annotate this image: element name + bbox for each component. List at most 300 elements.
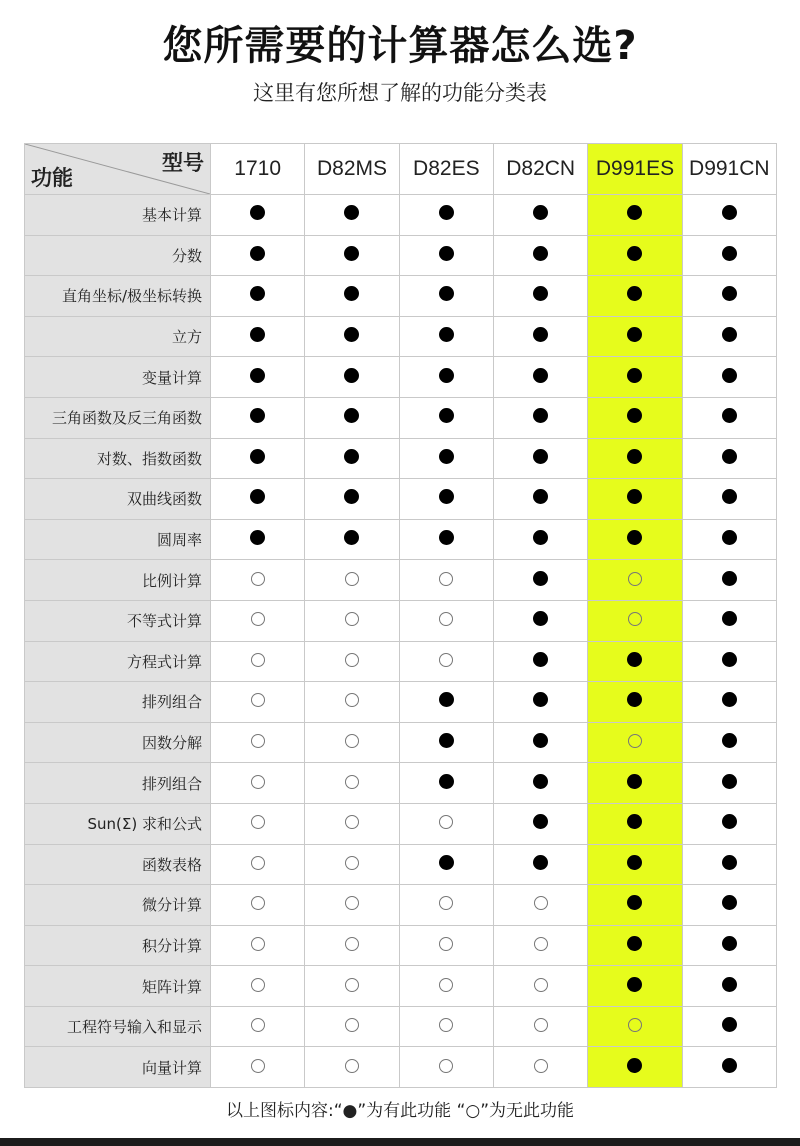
- filled-circle-icon: [722, 774, 737, 789]
- mark-cell: [493, 397, 587, 438]
- mark-cell: [682, 560, 776, 601]
- mark-cell: [493, 519, 587, 560]
- filled-circle-icon: [627, 774, 642, 789]
- mark-cell: [682, 925, 776, 966]
- mark-cell: [588, 682, 682, 723]
- filled-circle-icon: [627, 205, 642, 220]
- mark-cell: [493, 276, 587, 317]
- filled-circle-icon: [439, 489, 454, 504]
- table-row: [25, 195, 777, 236]
- filled-circle-icon: [250, 530, 265, 545]
- filled-circle-icon: [533, 571, 548, 586]
- mark-cell: [493, 682, 587, 723]
- hollow-circle-icon: [439, 937, 453, 951]
- filled-circle-icon: [627, 408, 642, 423]
- hollow-circle-icon: [439, 896, 453, 910]
- hollow-circle-icon: [251, 653, 265, 667]
- hollow-circle-icon: [534, 937, 548, 951]
- feature-label: 排列组合: [25, 682, 211, 723]
- filled-circle-icon: [344, 286, 359, 301]
- filled-circle-icon: [627, 936, 642, 951]
- filled-circle-icon: [627, 286, 642, 301]
- mark-cell: [588, 195, 682, 236]
- mark-cell: [493, 803, 587, 844]
- mark-cell: [588, 560, 682, 601]
- hollow-circle-icon: [251, 572, 265, 586]
- hollow-circle-icon: [345, 1018, 359, 1032]
- filled-circle-icon: [722, 571, 737, 586]
- hollow-circle-icon: [345, 775, 359, 789]
- filled-circle-icon: [250, 246, 265, 261]
- mark-cell: [399, 195, 493, 236]
- mark-cell: [399, 966, 493, 1007]
- table-row: [25, 1047, 777, 1088]
- mark-cell: [305, 479, 399, 520]
- mark-cell: [588, 479, 682, 520]
- filled-circle-icon: [344, 246, 359, 261]
- mark-cell: [493, 438, 587, 479]
- filled-circle-icon: [439, 205, 454, 220]
- mark-cell: [305, 560, 399, 601]
- filled-circle-icon: [722, 1058, 737, 1073]
- feature-label: 比例计算: [25, 560, 211, 601]
- mark-cell: [682, 235, 776, 276]
- hollow-circle-icon: [251, 896, 265, 910]
- mark-cell: [211, 357, 305, 398]
- filled-circle-icon: [439, 449, 454, 464]
- model-header-d82cn: D82CN: [493, 144, 587, 195]
- mark-cell: [305, 235, 399, 276]
- mark-cell: [588, 641, 682, 682]
- filled-circle-icon: [250, 449, 265, 464]
- hollow-circle-icon: [251, 1018, 265, 1032]
- filled-circle-icon: [344, 530, 359, 545]
- feature-label: 分数: [25, 235, 211, 276]
- mark-cell: [399, 1006, 493, 1047]
- mark-cell: [682, 763, 776, 804]
- feature-label: 立方: [25, 316, 211, 357]
- filled-circle-icon: [722, 814, 737, 829]
- table-row: [25, 276, 777, 317]
- filled-circle-icon: [250, 489, 265, 504]
- filled-circle-icon: [533, 530, 548, 545]
- table-row: [25, 397, 777, 438]
- mark-cell: [493, 1006, 587, 1047]
- filled-circle-icon: [627, 895, 642, 910]
- mark-cell: [305, 600, 399, 641]
- hollow-circle-icon: [251, 978, 265, 992]
- hollow-circle-icon: [534, 1018, 548, 1032]
- filled-circle-icon: [627, 246, 642, 261]
- filled-circle-icon: [533, 246, 548, 261]
- model-header-1710: 1710: [211, 144, 305, 195]
- mark-cell: [305, 438, 399, 479]
- mark-cell: [305, 1006, 399, 1047]
- filled-circle-icon: [627, 652, 642, 667]
- mark-cell: [588, 357, 682, 398]
- mark-cell: [211, 641, 305, 682]
- mark-cell: [493, 316, 587, 357]
- filled-circle-icon: [722, 977, 737, 992]
- mark-cell: [305, 195, 399, 236]
- hollow-circle-icon: [628, 612, 642, 626]
- hollow-circle-icon: [345, 572, 359, 586]
- hollow-circle-icon: [439, 572, 453, 586]
- mark-cell: [399, 925, 493, 966]
- mark-cell: [493, 357, 587, 398]
- mark-cell: [493, 885, 587, 926]
- feature-label: 积分计算: [25, 925, 211, 966]
- filled-circle-icon: [627, 449, 642, 464]
- corner-model-label: 型号: [162, 151, 204, 175]
- mark-cell: [305, 966, 399, 1007]
- hollow-circle-icon: [628, 572, 642, 586]
- filled-circle-icon: [344, 408, 359, 423]
- filled-circle-icon: [533, 733, 548, 748]
- mark-cell: [399, 763, 493, 804]
- filled-circle-icon: [722, 1017, 737, 1032]
- feature-label: 双曲线函数: [25, 479, 211, 520]
- filled-circle-icon: [250, 327, 265, 342]
- filled-circle-icon: [533, 489, 548, 504]
- filled-circle-icon: [344, 368, 359, 383]
- hollow-circle-icon: [345, 815, 359, 829]
- filled-circle-icon: [439, 855, 454, 870]
- filled-circle-icon: [439, 246, 454, 261]
- filled-circle-icon: [533, 611, 548, 626]
- filled-circle-icon: [533, 449, 548, 464]
- mark-cell: [588, 803, 682, 844]
- mark-cell: [305, 316, 399, 357]
- table-row: [25, 600, 777, 641]
- hollow-circle-icon: [534, 978, 548, 992]
- filled-circle-icon: [533, 692, 548, 707]
- mark-cell: [682, 885, 776, 926]
- filled-circle-icon: [533, 368, 548, 383]
- hollow-circle-icon: [345, 693, 359, 707]
- mark-cell: [211, 560, 305, 601]
- filled-circle-icon: [533, 408, 548, 423]
- filled-circle-icon: [627, 977, 642, 992]
- filled-circle-icon: [627, 692, 642, 707]
- mark-cell: [399, 357, 493, 398]
- filled-circle-icon: [627, 855, 642, 870]
- hollow-circle-icon: [534, 896, 548, 910]
- mark-cell: [588, 722, 682, 763]
- mark-cell: [399, 1047, 493, 1088]
- mark-cell: [588, 519, 682, 560]
- filled-circle-icon: [344, 205, 359, 220]
- table-header-row: [25, 144, 777, 195]
- filled-circle-icon: [627, 530, 642, 545]
- hollow-circle-icon: [628, 1018, 642, 1032]
- table-row: [25, 235, 777, 276]
- mark-cell: [211, 763, 305, 804]
- mark-cell: [211, 803, 305, 844]
- mark-cell: [682, 316, 776, 357]
- mark-cell: [682, 438, 776, 479]
- mark-cell: [682, 1006, 776, 1047]
- hollow-circle-icon: [345, 734, 359, 748]
- filled-circle-icon: [722, 408, 737, 423]
- filled-circle-icon: [722, 246, 737, 261]
- filled-circle-icon: [250, 368, 265, 383]
- feature-label: 因数分解: [25, 722, 211, 763]
- model-header-d82es: D82ES: [399, 144, 493, 195]
- mark-cell: [399, 519, 493, 560]
- feature-label: 直角坐标/极坐标转换: [25, 276, 211, 317]
- hollow-circle-icon: [345, 1059, 359, 1073]
- mark-cell: [493, 641, 587, 682]
- mark-cell: [399, 276, 493, 317]
- mark-cell: [305, 844, 399, 885]
- mark-cell: [588, 763, 682, 804]
- table-row: [25, 357, 777, 398]
- mark-cell: [211, 844, 305, 885]
- hollow-circle-icon: [345, 612, 359, 626]
- mark-cell: [211, 276, 305, 317]
- mark-cell: [399, 600, 493, 641]
- filled-circle-icon: [627, 327, 642, 342]
- filled-circle-icon: [533, 774, 548, 789]
- hollow-circle-icon: [439, 978, 453, 992]
- filled-circle-icon: [250, 408, 265, 423]
- mark-cell: [682, 803, 776, 844]
- bottom-divider-bar: [0, 1138, 800, 1146]
- filled-circle-icon: [722, 530, 737, 545]
- mark-cell: [682, 966, 776, 1007]
- hollow-circle-icon: [345, 937, 359, 951]
- feature-label: Sun(Σ) 求和公式: [25, 803, 211, 844]
- filled-circle-icon: [722, 936, 737, 951]
- filled-circle-icon: [439, 692, 454, 707]
- mark-cell: [305, 276, 399, 317]
- mark-cell: [588, 276, 682, 317]
- filled-circle-icon: [533, 855, 548, 870]
- filled-circle-icon: [722, 368, 737, 383]
- feature-comparison-table: [24, 143, 777, 1088]
- model-header-d991es: D991ES: [588, 144, 682, 195]
- mark-cell: [682, 600, 776, 641]
- mark-cell: [588, 885, 682, 926]
- filled-circle-icon: [533, 814, 548, 829]
- feature-label: 圆周率: [25, 519, 211, 560]
- mark-cell: [493, 1047, 587, 1088]
- mark-cell: [493, 479, 587, 520]
- mark-cell: [399, 397, 493, 438]
- hollow-circle-icon: [251, 775, 265, 789]
- table-row: [25, 682, 777, 723]
- filled-circle-icon: [533, 652, 548, 667]
- hollow-circle-icon: [439, 612, 453, 626]
- mark-cell: [493, 195, 587, 236]
- mark-cell: [211, 885, 305, 926]
- filled-circle-icon: [722, 327, 737, 342]
- mark-cell: [588, 1047, 682, 1088]
- mark-cell: [682, 519, 776, 560]
- filled-circle-icon: [722, 205, 737, 220]
- feature-label: 对数、指数函数: [25, 438, 211, 479]
- filled-circle-icon: [439, 327, 454, 342]
- mark-cell: [399, 803, 493, 844]
- mark-cell: [493, 763, 587, 804]
- feature-label: 变量计算: [25, 357, 211, 398]
- feature-label: 微分计算: [25, 885, 211, 926]
- filled-circle-icon: [250, 205, 265, 220]
- filled-circle-icon: [439, 530, 454, 545]
- mark-cell: [682, 195, 776, 236]
- filled-circle-icon: [439, 733, 454, 748]
- table-row: [25, 519, 777, 560]
- mark-cell: [682, 1047, 776, 1088]
- mark-cell: [211, 722, 305, 763]
- table-row: [25, 722, 777, 763]
- filled-circle-icon: [627, 814, 642, 829]
- mark-cell: [682, 479, 776, 520]
- mark-cell: [211, 438, 305, 479]
- filled-circle-icon: [627, 368, 642, 383]
- hollow-circle-icon: [251, 734, 265, 748]
- hollow-circle-icon: [251, 693, 265, 707]
- page-title: 您所需要的计算器怎么选?: [162, 23, 638, 69]
- filled-circle-icon: [250, 286, 265, 301]
- mark-cell: [211, 966, 305, 1007]
- table-row: [25, 479, 777, 520]
- feature-label: 函数表格: [25, 844, 211, 885]
- hollow-circle-icon: [439, 1018, 453, 1032]
- hollow-circle-icon: [345, 978, 359, 992]
- model-header-d991cn: D991CN: [682, 144, 776, 195]
- filled-circle-icon: [627, 1058, 642, 1073]
- legend-note: 以上图标内容:“●”为有此功能 “○”为无此功能: [225, 1101, 575, 1121]
- hollow-circle-icon: [439, 815, 453, 829]
- mark-cell: [588, 1006, 682, 1047]
- mark-cell: [588, 316, 682, 357]
- mark-cell: [305, 803, 399, 844]
- mark-cell: [211, 397, 305, 438]
- feature-label: 矩阵计算: [25, 966, 211, 1007]
- mark-cell: [588, 438, 682, 479]
- filled-circle-icon: [722, 733, 737, 748]
- mark-cell: [305, 1047, 399, 1088]
- mark-cell: [305, 925, 399, 966]
- mark-cell: [399, 316, 493, 357]
- feature-label: 基本计算: [25, 195, 211, 236]
- filled-circle-icon: [439, 774, 454, 789]
- mark-cell: [682, 844, 776, 885]
- mark-cell: [493, 560, 587, 601]
- mark-cell: [399, 885, 493, 926]
- filled-circle-icon: [439, 286, 454, 301]
- mark-cell: [399, 682, 493, 723]
- filled-circle-icon: [344, 449, 359, 464]
- mark-cell: [399, 479, 493, 520]
- feature-label: 工程符号输入和显示: [25, 1006, 211, 1047]
- filled-circle-icon: [439, 408, 454, 423]
- feature-label: 向量计算: [25, 1047, 211, 1088]
- filled-circle-icon: [722, 692, 737, 707]
- mark-cell: [682, 722, 776, 763]
- filled-circle-icon: [722, 611, 737, 626]
- mark-cell: [211, 925, 305, 966]
- mark-cell: [211, 1047, 305, 1088]
- filled-circle-icon: [533, 327, 548, 342]
- filled-circle-icon: [722, 855, 737, 870]
- filled-circle-icon: [533, 286, 548, 301]
- table-row: [25, 1006, 777, 1047]
- mark-cell: [399, 844, 493, 885]
- hollow-circle-icon: [534, 1059, 548, 1073]
- page-subtitle: 这里有您所想了解的功能分类表: [253, 81, 547, 105]
- mark-cell: [588, 235, 682, 276]
- filled-circle-icon: [722, 895, 737, 910]
- mark-cell: [399, 438, 493, 479]
- table-row: [25, 763, 777, 804]
- mark-cell: [211, 316, 305, 357]
- mark-cell: [211, 682, 305, 723]
- hollow-circle-icon: [251, 937, 265, 951]
- mark-cell: [682, 641, 776, 682]
- table-row: [25, 438, 777, 479]
- table-row: [25, 316, 777, 357]
- feature-label: 三角函数及反三角函数: [25, 397, 211, 438]
- mark-cell: [588, 966, 682, 1007]
- mark-cell: [682, 276, 776, 317]
- mark-cell: [305, 641, 399, 682]
- table-row: [25, 803, 777, 844]
- mark-cell: [211, 479, 305, 520]
- hollow-circle-icon: [345, 653, 359, 667]
- filled-circle-icon: [533, 205, 548, 220]
- hollow-circle-icon: [345, 896, 359, 910]
- hollow-circle-icon: [628, 734, 642, 748]
- mark-cell: [682, 682, 776, 723]
- hollow-circle-icon: [439, 653, 453, 667]
- table-body: [25, 195, 777, 1088]
- mark-cell: [305, 519, 399, 560]
- hollow-circle-icon: [251, 856, 265, 870]
- feature-label: 排列组合: [25, 763, 211, 804]
- mark-cell: [493, 722, 587, 763]
- filled-circle-icon: [722, 449, 737, 464]
- table-row: [25, 560, 777, 601]
- table-row: [25, 966, 777, 1007]
- mark-cell: [493, 966, 587, 1007]
- mark-cell: [305, 397, 399, 438]
- filled-circle-icon: [627, 489, 642, 504]
- hollow-circle-icon: [439, 1059, 453, 1073]
- filled-circle-icon: [344, 327, 359, 342]
- mark-cell: [493, 925, 587, 966]
- hollow-circle-icon: [345, 856, 359, 870]
- mark-cell: [305, 763, 399, 804]
- corner-function-label: 功能: [31, 166, 73, 190]
- mark-cell: [588, 844, 682, 885]
- table-row: [25, 925, 777, 966]
- mark-cell: [211, 195, 305, 236]
- mark-cell: [588, 600, 682, 641]
- filled-circle-icon: [722, 489, 737, 504]
- mark-cell: [305, 682, 399, 723]
- filled-circle-icon: [722, 286, 737, 301]
- mark-cell: [682, 397, 776, 438]
- mark-cell: [399, 560, 493, 601]
- table-row: [25, 885, 777, 926]
- mark-cell: [588, 925, 682, 966]
- filled-circle-icon: [344, 489, 359, 504]
- filled-circle-icon: [722, 652, 737, 667]
- table-corner-cell: [25, 144, 211, 195]
